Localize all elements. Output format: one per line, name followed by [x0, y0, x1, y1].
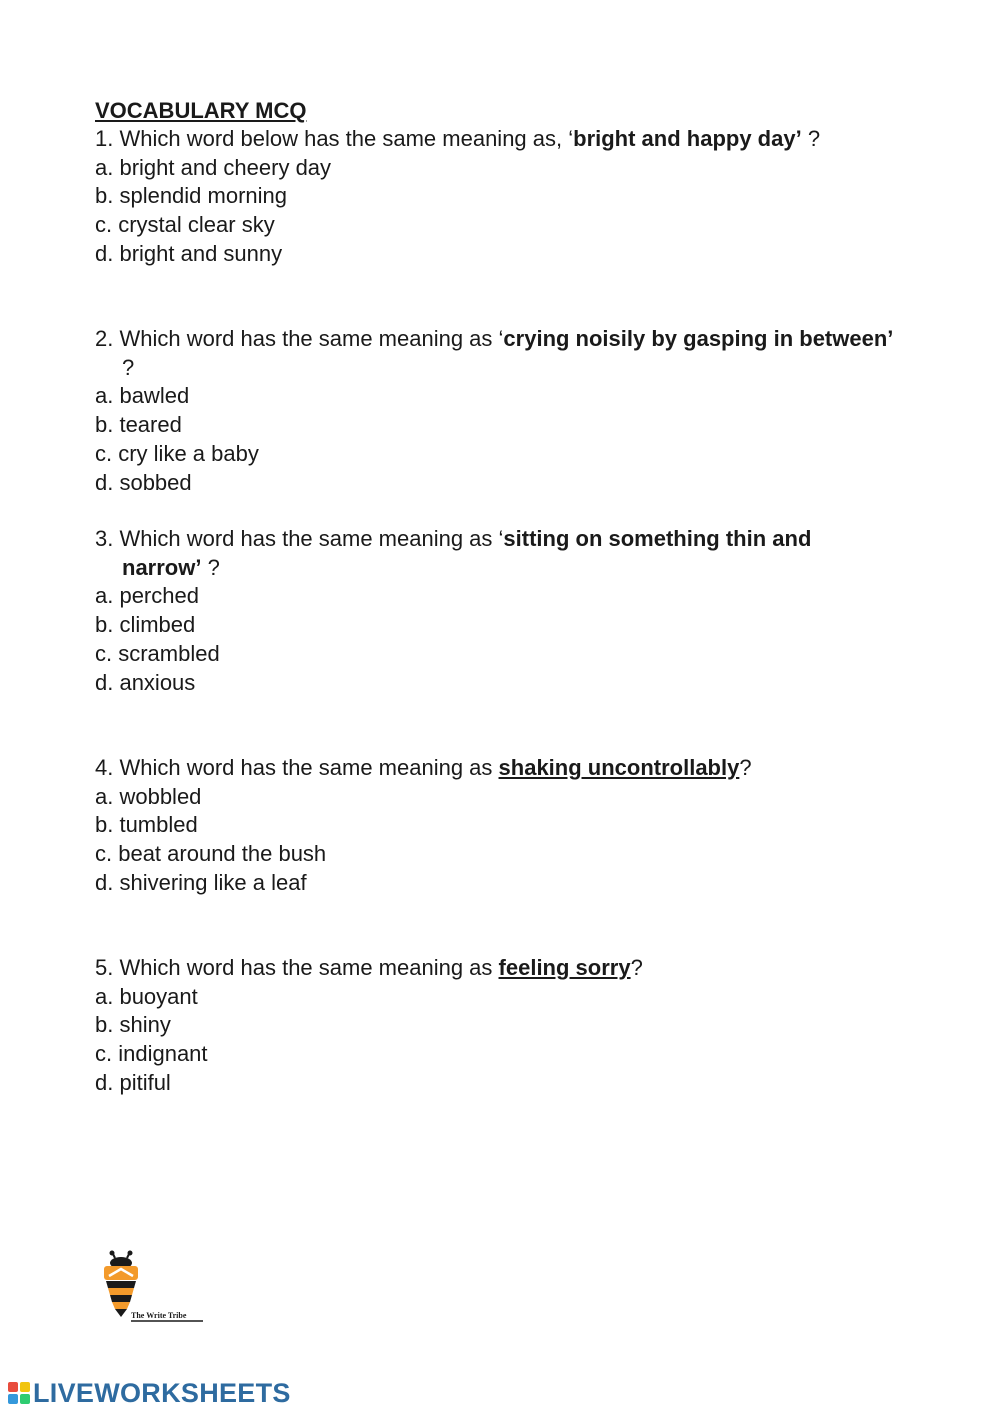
option-b[interactable]: b. tumbled [95, 812, 198, 838]
question-3 [95, 525, 895, 697]
option-b[interactable]: b. teared [95, 412, 182, 438]
svg-text:The Write Tribe: The Write Tribe [131, 1311, 187, 1320]
option-a[interactable]: a. bright and cheery day [95, 154, 332, 180]
option-b[interactable]: b. splendid morning [95, 183, 288, 209]
colored-blocks-icon [8, 1382, 30, 1404]
question-stem: 4. Which word has the same meaning as shaking uncontrollably? [95, 755, 752, 780]
option-a[interactable]: a. perched [95, 583, 199, 609]
question-stem: 5. Which word has the same meaning as feeling sorry? [95, 955, 643, 980]
brand-text: LIVEWORKSHEETS [33, 1377, 291, 1408]
question-stem: 3. Which word has the same meaning as ‘sitting on something thin and narrow’ ? [95, 526, 812, 580]
question-stem: 2. Which word has the same meaning as ‘crying noisily by gasping in between’ ? [95, 326, 894, 380]
option-c[interactable]: c. cry like a baby [95, 440, 259, 466]
key-phrase: sitting on something thin and narrow’ [122, 526, 812, 580]
key-phrase: bright and happy day’ [573, 126, 802, 151]
option-c[interactable]: c. crystal clear sky [95, 212, 275, 238]
option-c[interactable]: c. beat around the bush [95, 841, 327, 867]
option-c[interactable]: c. scrambled [95, 640, 220, 666]
question-2 [95, 325, 895, 497]
option-c[interactable]: c. indignant [95, 1041, 208, 1067]
liveworksheets-logo[interactable] [8, 1378, 291, 1408]
question-4 [95, 754, 895, 898]
option-a[interactable]: a. bawled [95, 383, 190, 409]
question-stem: 1. Which word below has the same meaning as, ‘bright and happy day’ ? [95, 126, 821, 151]
question-1 [95, 125, 895, 269]
option-a[interactable]: a. wobbled [95, 783, 202, 809]
key-phrase: shaking uncontrollably [498, 755, 740, 780]
option-b[interactable]: b. climbed [95, 612, 196, 638]
option-b[interactable]: b. shiny [95, 1012, 171, 1038]
question-5 [95, 954, 895, 1098]
bee-logo-icon [100, 1250, 210, 1325]
option-a[interactable]: a. buoyant [95, 983, 198, 1009]
option-d[interactable]: d. bright and sunny [95, 240, 283, 266]
key-phrase: crying noisily by gasping in between’ [503, 326, 894, 351]
worksheet-title: VOCABULARY MCQ [95, 98, 307, 123]
key-phrase: feeling sorry [498, 955, 631, 980]
option-d[interactable]: d. pitiful [95, 1069, 171, 1095]
option-d[interactable]: d. shivering like a leaf [95, 869, 307, 895]
option-d[interactable]: d. anxious [95, 669, 196, 695]
option-d[interactable]: d. sobbed [95, 469, 192, 495]
